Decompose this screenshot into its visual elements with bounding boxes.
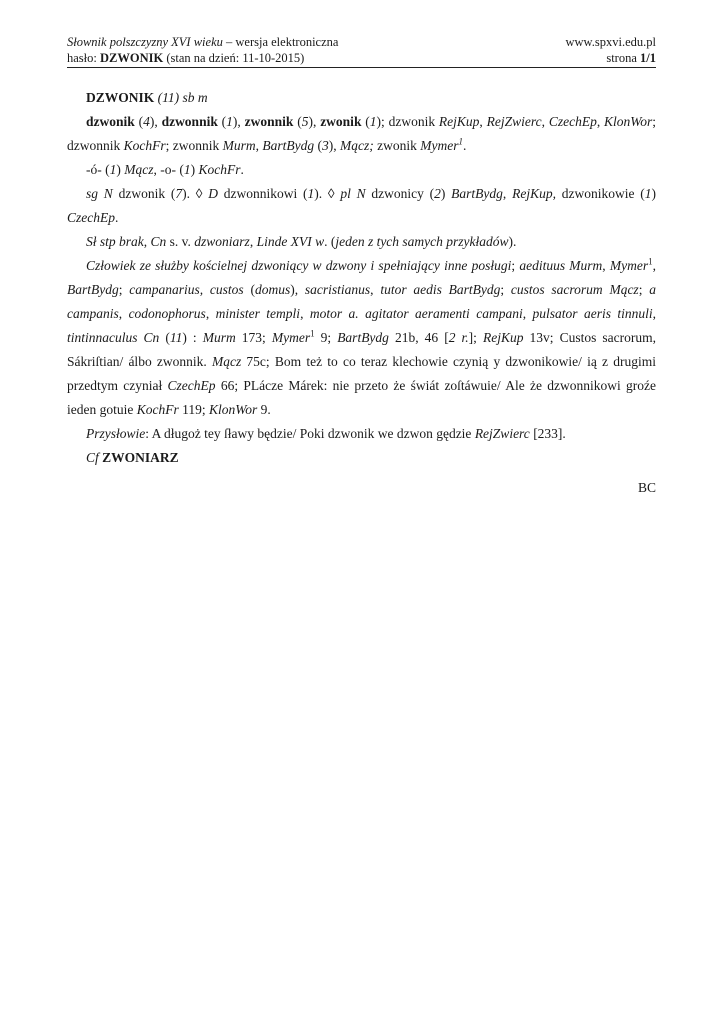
dictionary-title: Słownik polszczyzny XVI wieku – wersja elektroniczna	[67, 35, 339, 49]
page-number: strona 1/1	[606, 51, 656, 65]
entry-inflection: sg N dzwonik (7). ◊ D dzwonnikowi (1). ◊ pl N dzwonicy (2) BartBydg, RejKup, dzwonikowie (1) CzechEp.	[67, 186, 656, 225]
header-row-1	[67, 34, 656, 50]
entry-headword-line: DZWONIK (11) sb m	[86, 90, 208, 105]
entry-definition: Człowiek ze służby kościelnej dzwoniący w dzwony i spełniający inne posługi; aedituus Murm, Mymer$^1$, BartBydg; campanarius, custos (domus), sacristianus, tutor aedis BartBydg; custos sacrorum Mącz; a campanis, codonophorus, minister templi, motor a. agitator aeramenti campani, pulsator aeris tinnuli, tintinnaculus Cn (11) : Murm 173; Mymer$^1$ 9; BartBydg 21b, 46 [2 r.]; RejKup 13v; Custos sacrorum, Sákriſtian/ álbo zwonnik. Mącz 75c; Bom też to co teraz klechowie czynią y dzwonikowie/ ią z drugimi przedtym czyniał CzechEp 66; PLácze Márek: nie przeto że świát zoſtáwuie/ Ale że dzwonnikowi groźe ieden gotuie KochFr 119; KlonWor 9.	[67, 256, 657, 417]
header-row-2	[67, 50, 656, 66]
entry-proverb: Przysłowie: A długoż tey ſławy będzie/ Poki dzwonik we dzwon gędzie RejZwierc [233].	[86, 426, 566, 441]
entry-status: hasło: DZWONIK (stan na dzień: 11-10-2015)	[67, 51, 305, 65]
page	[67, 34, 656, 496]
entry-references: Sł stp brak, Cn s. v. dzwoniarz, Linde XVI w. (jeden z tych samych przykładów).	[86, 234, 517, 249]
entry-crossref: Cf ZWONIARZ	[86, 450, 179, 465]
entry-stress: -ó- (1) Mącz, -o- (1) KochFr.	[86, 162, 244, 177]
header-divider	[67, 67, 656, 68]
entry-body	[67, 86, 656, 470]
site-url[interactable]: www.spxvi.edu.pl	[565, 35, 656, 49]
author-signature: BC	[637, 480, 656, 495]
entry-forms: dzwonik (4), dzwonnik (1), zwonnik (5), zwonik (1); dzwonik RejKup, RejZwierc, CzechEp, KlonWor; dzwonnik KochFr; zwonnik Murm, BartBydg (3), Mącz; zwonik Mymer$^1$.	[67, 114, 657, 153]
